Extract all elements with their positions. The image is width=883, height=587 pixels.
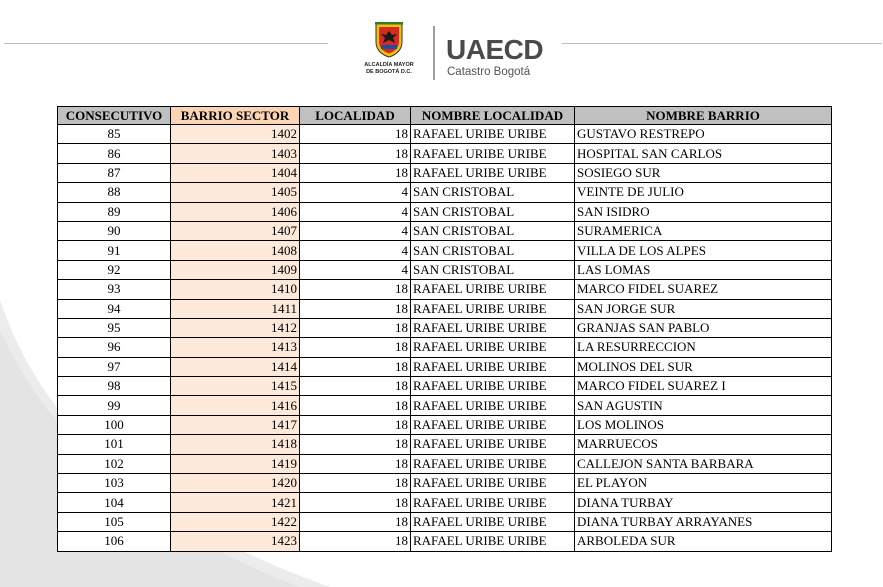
- nombre-localidad-cell: SAN CRISTOBAL: [411, 241, 575, 260]
- localidad-cell: 18: [300, 396, 411, 415]
- consecutivo-cell: 101: [58, 435, 171, 454]
- consecutivo-cell: 89: [58, 202, 171, 221]
- table-row: [58, 183, 832, 202]
- nombre-barrio-cell: DIANA TURBAY ARRAYANES: [575, 512, 832, 531]
- nombre-barrio-cell: LAS LOMAS: [575, 260, 832, 279]
- localidad-cell: 18: [300, 318, 411, 337]
- table-row: [58, 532, 832, 551]
- nombre-barrio-cell: SAN JORGE SUR: [575, 299, 832, 318]
- table-row: [58, 474, 832, 493]
- localidad-cell: 4: [300, 202, 411, 221]
- nombre-localidad-cell: RAFAEL URIBE URIBE: [411, 163, 575, 182]
- consecutivo-cell: 102: [58, 454, 171, 473]
- barrio-sector-cell: 1407: [171, 221, 300, 240]
- nombre-localidad-cell: RAFAEL URIBE URIBE: [411, 144, 575, 163]
- table-row: [58, 318, 832, 337]
- nombre-barrio-cell: CALLEJON SANTA BARBARA: [575, 454, 832, 473]
- header-rule-right: [562, 43, 882, 44]
- table-body: [58, 125, 832, 552]
- table-row: [58, 299, 832, 318]
- table-row: [58, 202, 832, 221]
- column-header-nombre-barrio: NOMBRE BARRIO: [575, 107, 832, 125]
- barrio-sector-cell: 1413: [171, 338, 300, 357]
- barrio-sector-cell: 1417: [171, 415, 300, 434]
- localidad-cell: 4: [300, 241, 411, 260]
- table-row: [58, 396, 832, 415]
- localidad-cell: 18: [300, 435, 411, 454]
- table-row: [58, 338, 832, 357]
- localidad-cell: 18: [300, 125, 411, 144]
- table-row: [58, 280, 832, 299]
- table-row: [58, 125, 832, 144]
- crest-caption: [360, 62, 418, 75]
- consecutivo-cell: 90: [58, 221, 171, 240]
- nombre-barrio-cell: MOLINOS DEL SUR: [575, 357, 832, 376]
- nombre-barrio-cell: LOS MOLINOS: [575, 415, 832, 434]
- nombre-localidad-cell: RAFAEL URIBE URIBE: [411, 415, 575, 434]
- localidad-cell: 18: [300, 474, 411, 493]
- nombre-localidad-cell: RAFAEL URIBE URIBE: [411, 454, 575, 473]
- table-row: [58, 493, 832, 512]
- nombre-localidad-cell: SAN CRISTOBAL: [411, 183, 575, 202]
- localidad-cell: 4: [300, 221, 411, 240]
- column-header-consecutivo: CONSECUTIVO: [58, 107, 171, 125]
- consecutivo-cell: 92: [58, 260, 171, 279]
- consecutivo-cell: 91: [58, 241, 171, 260]
- consecutivo-cell: 99: [58, 396, 171, 415]
- crest-caption-line-2: DE BOGOTÁ D.C.: [366, 68, 412, 75]
- localidad-cell: 4: [300, 260, 411, 279]
- nombre-barrio-cell: MARRUECOS: [575, 435, 832, 454]
- barrio-sector-cell: 1408: [171, 241, 300, 260]
- barrio-sector-cell: 1416: [171, 396, 300, 415]
- table-row: [58, 144, 832, 163]
- nombre-barrio-cell: LA RESURRECCION: [575, 338, 832, 357]
- localidad-cell: 18: [300, 532, 411, 551]
- barrio-sector-cell: 1411: [171, 299, 300, 318]
- table-row: [58, 512, 832, 531]
- nombre-localidad-cell: RAFAEL URIBE URIBE: [411, 318, 575, 337]
- table-row: [58, 260, 832, 279]
- nombre-barrio-cell: DIANA TURBAY: [575, 493, 832, 512]
- barrio-sector-cell: 1404: [171, 163, 300, 182]
- nombre-localidad-cell: RAFAEL URIBE URIBE: [411, 357, 575, 376]
- nombre-barrio-cell: GRANJAS SAN PABLO: [575, 318, 832, 337]
- consecutivo-cell: 93: [58, 280, 171, 299]
- nombre-barrio-cell: MARCO FIDEL SUAREZ I: [575, 377, 832, 396]
- nombre-localidad-cell: RAFAEL URIBE URIBE: [411, 435, 575, 454]
- nombre-barrio-cell: SOSIEGO SUR: [575, 163, 832, 182]
- consecutivo-cell: 106: [58, 532, 171, 551]
- nombre-localidad-cell: RAFAEL URIBE URIBE: [411, 125, 575, 144]
- consecutivo-cell: 104: [58, 493, 171, 512]
- localidad-cell: 18: [300, 338, 411, 357]
- table-row: [58, 357, 832, 376]
- nombre-localidad-cell: SAN CRISTOBAL: [411, 221, 575, 240]
- nombre-localidad-cell: RAFAEL URIBE URIBE: [411, 377, 575, 396]
- barrio-sector-cell: 1420: [171, 474, 300, 493]
- bogota-crest-icon: [374, 22, 404, 58]
- nombre-barrio-cell: SURAMERICA: [575, 221, 832, 240]
- nombre-barrio-cell: VILLA DE LOS ALPES: [575, 241, 832, 260]
- barrio-sector-cell: 1409: [171, 260, 300, 279]
- barrio-sector-cell: 1421: [171, 493, 300, 512]
- localidad-cell: 18: [300, 377, 411, 396]
- nombre-localidad-cell: RAFAEL URIBE URIBE: [411, 532, 575, 551]
- nombre-barrio-cell: VEINTE DE JULIO: [575, 183, 832, 202]
- table-row: [58, 435, 832, 454]
- column-header-nombre-localidad: NOMBRE LOCALIDAD: [411, 107, 575, 125]
- column-header-barrio-sector: BARRIO SECTOR: [171, 107, 300, 125]
- localidad-cell: 18: [300, 415, 411, 434]
- consecutivo-cell: 100: [58, 415, 171, 434]
- nombre-localidad-cell: RAFAEL URIBE URIBE: [411, 338, 575, 357]
- consecutivo-cell: 97: [58, 357, 171, 376]
- consecutivo-cell: 94: [58, 299, 171, 318]
- barrio-sector-cell: 1405: [171, 183, 300, 202]
- consecutivo-cell: 85: [58, 125, 171, 144]
- barrio-sector-cell: 1418: [171, 435, 300, 454]
- localidad-cell: 18: [300, 454, 411, 473]
- nombre-localidad-cell: RAFAEL URIBE URIBE: [411, 280, 575, 299]
- header-rule-left: [4, 43, 328, 44]
- localidad-cell: 18: [300, 280, 411, 299]
- nombre-barrio-cell: ARBOLEDA SUR: [575, 532, 832, 551]
- table-row: [58, 221, 832, 240]
- localidad-cell: 18: [300, 163, 411, 182]
- nombre-localidad-cell: SAN CRISTOBAL: [411, 260, 575, 279]
- barrio-sector-cell: 1406: [171, 202, 300, 221]
- brand-subtitle: Catastro Bogotá: [447, 66, 531, 78]
- barrio-sector-cell: 1410: [171, 280, 300, 299]
- nombre-barrio-cell: EL PLAYON: [575, 474, 832, 493]
- localidad-cell: 4: [300, 183, 411, 202]
- consecutivo-cell: 103: [58, 474, 171, 493]
- barrio-sector-cell: 1412: [171, 318, 300, 337]
- table-row: [58, 241, 832, 260]
- table-row: [58, 454, 832, 473]
- localidad-cell: 18: [300, 299, 411, 318]
- barrio-sector-cell: 1419: [171, 454, 300, 473]
- logo-divider: [433, 26, 435, 80]
- nombre-barrio-cell: SAN ISIDRO: [575, 202, 832, 221]
- nombre-barrio-cell: HOSPITAL SAN CARLOS: [575, 144, 832, 163]
- nombre-localidad-cell: RAFAEL URIBE URIBE: [411, 493, 575, 512]
- nombre-localidad-cell: RAFAEL URIBE URIBE: [411, 512, 575, 531]
- logo-group: [360, 22, 550, 84]
- localidad-cell: 18: [300, 357, 411, 376]
- nombre-barrio-cell: SAN AGUSTIN: [575, 396, 832, 415]
- table-row: [58, 415, 832, 434]
- consecutivo-cell: 95: [58, 318, 171, 337]
- column-header-localidad: LOCALIDAD: [300, 107, 411, 125]
- localidad-cell: 18: [300, 144, 411, 163]
- barrio-sector-cell: 1422: [171, 512, 300, 531]
- localidad-cell: 18: [300, 493, 411, 512]
- table-row: [58, 377, 832, 396]
- barrios-table: [57, 106, 832, 552]
- consecutivo-cell: 86: [58, 144, 171, 163]
- brand-logo-text: UAECD: [446, 34, 544, 65]
- page-header: [0, 0, 883, 95]
- nombre-localidad-cell: RAFAEL URIBE URIBE: [411, 396, 575, 415]
- nombre-barrio-cell: MARCO FIDEL SUAREZ: [575, 280, 832, 299]
- barrio-sector-cell: 1414: [171, 357, 300, 376]
- nombre-barrio-cell: GUSTAVO RESTREPO: [575, 125, 832, 144]
- table-row: [58, 163, 832, 182]
- nombre-localidad-cell: SAN CRISTOBAL: [411, 202, 575, 221]
- consecutivo-cell: 98: [58, 377, 171, 396]
- consecutivo-cell: 88: [58, 183, 171, 202]
- consecutivo-cell: 105: [58, 512, 171, 531]
- barrio-sector-cell: 1403: [171, 144, 300, 163]
- localidad-cell: 18: [300, 512, 411, 531]
- barrio-sector-cell: 1402: [171, 125, 300, 144]
- consecutivo-cell: 96: [58, 338, 171, 357]
- barrio-sector-cell: 1423: [171, 532, 300, 551]
- nombre-localidad-cell: RAFAEL URIBE URIBE: [411, 474, 575, 493]
- barrio-sector-cell: 1415: [171, 377, 300, 396]
- nombre-localidad-cell: RAFAEL URIBE URIBE: [411, 299, 575, 318]
- table-header-row: [58, 107, 832, 125]
- consecutivo-cell: 87: [58, 163, 171, 182]
- crest-caption-line-1: ALCALDÍA MAYOR: [364, 62, 414, 68]
- barrios-table-container: [57, 106, 832, 552]
